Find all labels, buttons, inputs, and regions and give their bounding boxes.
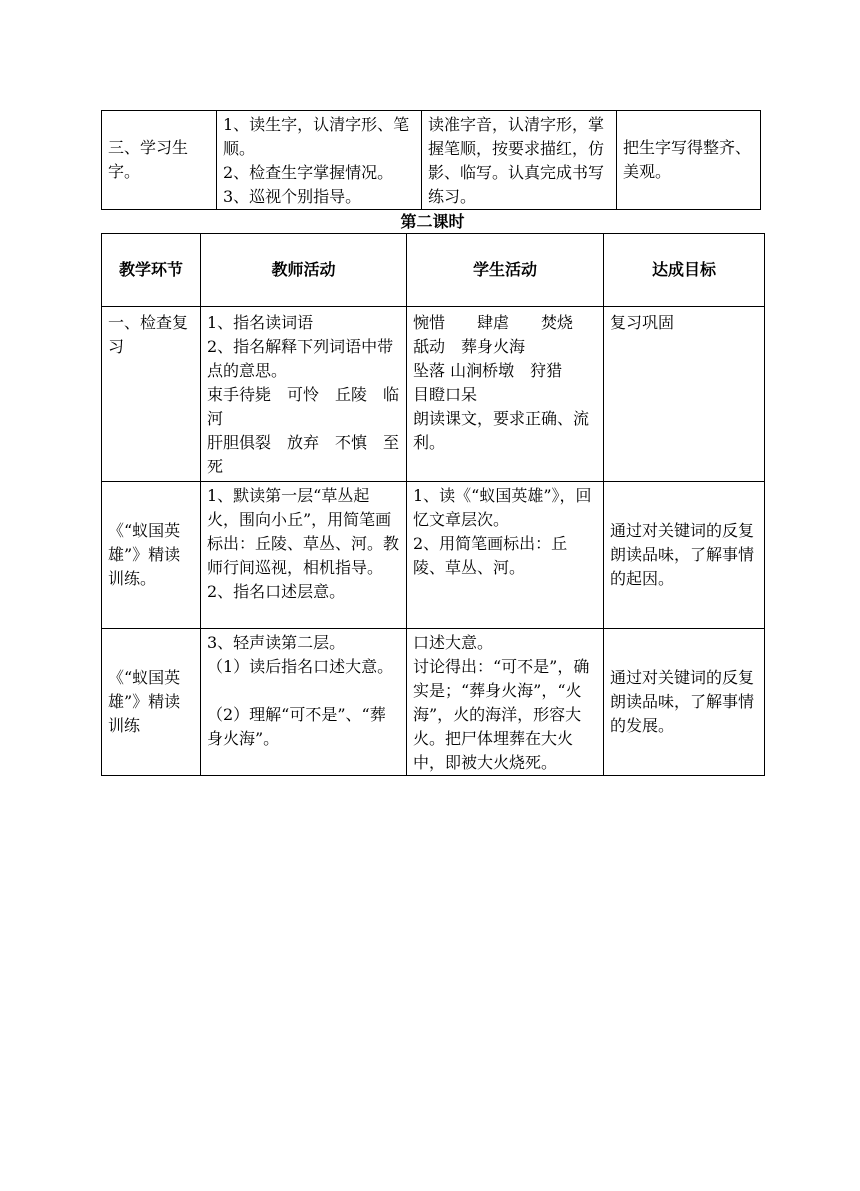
student-line: 口述大意。 <box>413 633 494 652</box>
table-row <box>102 482 765 629</box>
table-row <box>102 307 765 482</box>
student-cell <box>407 307 604 482</box>
student-line: 坠落 山涧桥墩 狩猎 <box>413 361 563 380</box>
teacher-cell <box>201 629 407 776</box>
section-title: 第二课时 <box>400 212 465 231</box>
column-header: 教师活动 <box>201 234 407 307</box>
student-line: 目瞪口呆 <box>413 385 478 404</box>
teacher-line: 1、读生字，认清字形、笔顺。 <box>223 115 410 158</box>
teacher-line: 束手待毙 可怜 丘陵 临河 <box>207 385 400 428</box>
table-part2 <box>101 233 765 776</box>
teacher-line: 3、轻声读第二层。 <box>207 633 346 652</box>
step-cell: 《“蚁国英雄”》精读训练。 <box>102 482 201 629</box>
teacher-line: 1、默读第一层“草丛起火，围向小丘”，用简笔画标出：丘陵、草丛、河。教师行间巡视，相机指导。 <box>207 486 400 577</box>
goal-cell: 把生字写得整齐、美观。 <box>617 111 761 210</box>
student-line: 舐动 葬身火海 <box>413 337 526 356</box>
table-row <box>102 629 765 776</box>
teacher-line: 2、指名口述层意。 <box>207 582 346 601</box>
step-cell: 三、学习生字。 <box>102 111 217 210</box>
teacher-line: 2、检查生字掌握情况。 <box>223 163 394 182</box>
teacher-cell <box>201 307 407 482</box>
goal-cell: 通过对关键词的反复朗读品味，了解事情的发展。 <box>604 629 765 776</box>
teacher-line: （1）读后指名口述大意。 <box>207 657 394 676</box>
teacher-cell <box>217 111 422 210</box>
column-header: 学生活动 <box>407 234 604 307</box>
teacher-line: （2）理解“可不是”、“葬身火海”。 <box>207 705 386 748</box>
teacher-line: 1、指名读词语 <box>207 313 314 332</box>
table-header-row <box>102 234 765 307</box>
teacher-line: 2、指名解释下列词语中带点的意思。 <box>207 337 394 380</box>
teacher-line: 3、巡视个别指导。 <box>223 187 362 206</box>
student-cell <box>407 629 604 776</box>
column-header: 教学环节 <box>102 234 201 307</box>
student-cell <box>407 482 604 629</box>
teacher-cell <box>201 482 407 629</box>
step-cell: 一、检查复习 <box>102 307 201 482</box>
student-line: 2、用简笔画标出：丘陵、草丛、河。 <box>413 534 568 577</box>
student-cell: 读准字音，认清字形，掌握笔顺，按要求描红，仿影、临写。认真完成书写练习。 <box>422 111 617 210</box>
goal-cell: 复习巩固 <box>604 307 765 482</box>
table-row <box>102 111 761 210</box>
teacher-line: 肝胆俱裂 放弃 不慎 至死 <box>207 433 400 476</box>
student-line: 1、读《“蚁国英雄”》，回忆文章层次。 <box>413 486 592 529</box>
student-line: 讨论得出：“可不是”，确实是；“葬身火海”，“火海”，火的海洋，形容大火。把尸体埋葬在大火中，即被大火烧死。 <box>413 657 590 772</box>
table-part1 <box>101 110 761 210</box>
column-header: 达成目标 <box>604 234 765 307</box>
step-cell: 《“蚁国英雄”》精读训练 <box>102 629 201 776</box>
student-line: 惋惜 肆虐 焚烧 <box>413 313 574 332</box>
student-line: 朗读课文，要求正确、流利。 <box>413 409 590 452</box>
goal-cell: 通过对关键词的反复朗读品味，了解事情的起因。 <box>604 482 765 629</box>
spacer <box>207 679 400 703</box>
